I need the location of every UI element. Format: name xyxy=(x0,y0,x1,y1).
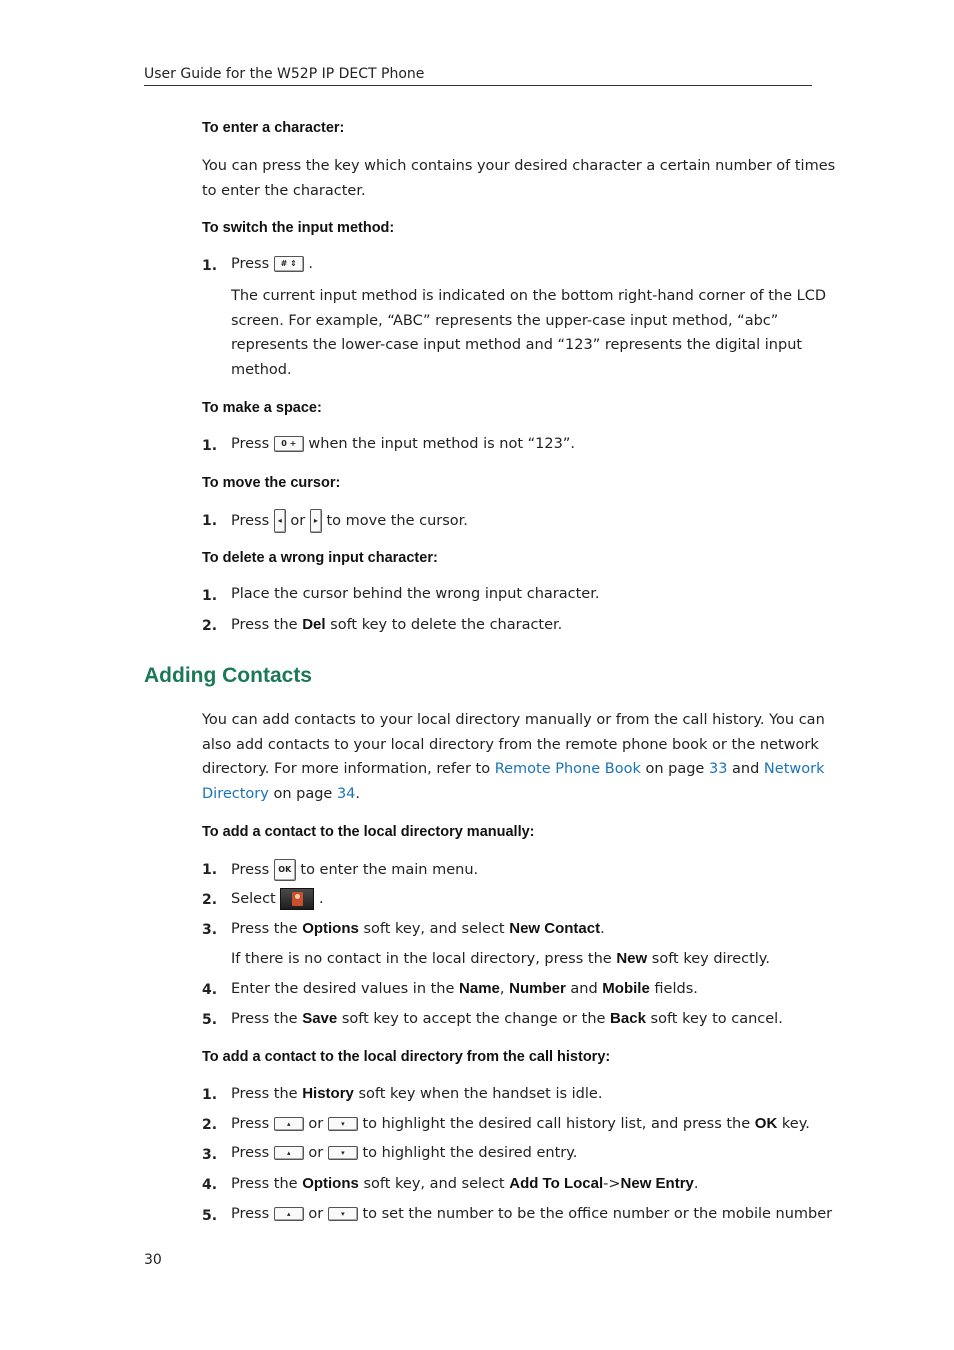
up-key-icon: ▴ xyxy=(274,1207,304,1221)
step-number: 3. xyxy=(202,1147,218,1163)
left-key-icon: ◂ xyxy=(274,509,286,533)
heading-enter-character: To enter a character: xyxy=(202,120,345,136)
step-number: 1. xyxy=(202,438,218,454)
heading-make-space: To make a space: xyxy=(202,400,322,416)
heading-move-cursor: To move the cursor: xyxy=(202,475,341,491)
step-highlight-entry: Press ▴ or ▾ to highlight the desired entry. xyxy=(231,1145,578,1161)
network-directory-link[interactable]: Directory xyxy=(202,785,269,802)
directory-icon xyxy=(280,888,314,910)
step-number: 1. xyxy=(202,513,218,529)
switch-input-description: The current input method is indicated on the bottom right-hand corner of the LCD screen. For example, “ABC” represents the upper-case input method, “abc” represents the lower-case input method and “123” represents the digital input method. xyxy=(231,288,827,378)
paragraph-line: You can press the key which contains your desired character a certain number of times xyxy=(202,158,836,174)
step-set-number: Press ▴ or ▾ to set the number to be the office number or the mobile number xyxy=(231,1206,833,1222)
step-number: 3. xyxy=(202,922,218,938)
hash-key-icon: # ⇕ xyxy=(274,256,304,272)
adding-contacts-intro: You can add contacts to your local directory manually or from the call history. You can also add contacts to your local directory from the remote phone book or the network directory. For more information, refer to Remote Phone Book on page 33 and Network Directory on page 34. xyxy=(202,712,825,802)
down-key-icon: ▾ xyxy=(328,1117,358,1131)
zero-key-icon: 0 + xyxy=(274,436,304,452)
down-key-icon: ▾ xyxy=(328,1146,358,1160)
step-select-directory: Select . xyxy=(231,888,324,910)
step-options-new-contact: Press the Options soft key, and select New Contact. xyxy=(231,920,605,937)
step-number: 1. xyxy=(202,588,218,604)
right-key-icon: ▸ xyxy=(310,509,322,533)
heading-add-manually: To add a contact to the local directory manually: xyxy=(202,824,535,840)
page-33-link[interactable]: 33 xyxy=(708,761,728,777)
step-number: 5. xyxy=(202,1208,218,1224)
paragraph-line: to enter the character. xyxy=(202,182,366,199)
remote-phone-book-link[interactable]: Remote Phone Book xyxy=(494,761,641,777)
network-directory-link[interactable]: Network xyxy=(763,761,825,777)
step-switch-input: Press # ⇕ . xyxy=(231,256,313,272)
heading-switch-input: To switch the input method: xyxy=(202,220,395,236)
page-number: 30 xyxy=(144,1252,162,1268)
step-make-space: Press 0 + when the input method is not “123”. xyxy=(231,436,575,452)
step-number: 2. xyxy=(202,892,218,908)
ok-key-icon: OK xyxy=(274,859,296,881)
step-press-del: Press the Del soft key to delete the character. xyxy=(231,616,563,633)
down-key-icon: ▾ xyxy=(328,1207,358,1221)
step-press-ok: Press OK to enter the main menu. xyxy=(231,859,478,881)
step-number: 4. xyxy=(202,1177,218,1193)
heading-add-from-history: To add a contact to the local directory from the call history: xyxy=(202,1049,611,1065)
step-note-new: If there is no contact in the local directory, press the New soft key directly. xyxy=(231,950,770,967)
paragraph-enter-character xyxy=(202,154,835,203)
step-place-cursor: Place the cursor behind the wrong input character. xyxy=(231,586,600,602)
step-press-history: Press the History soft key when the handset is idle. xyxy=(231,1085,603,1102)
step-number: 2. xyxy=(202,618,218,634)
up-key-icon: ▴ xyxy=(274,1146,304,1160)
step-enter-values: Enter the desired values in the Name, Number and Mobile fields. xyxy=(231,980,698,997)
step-number: 1. xyxy=(202,258,218,274)
step-save-back: Press the Save soft key to accept the change or the Back soft key to cancel. xyxy=(231,1010,783,1027)
page-34-link[interactable]: 34 xyxy=(336,785,356,802)
page-header: User Guide for the W52P IP DECT Phone xyxy=(144,66,812,86)
step-number: 1. xyxy=(202,1087,218,1103)
step-highlight-list: Press ▴ or ▾ to highlight the desired call history list, and press the OK key. xyxy=(231,1115,810,1132)
up-key-icon: ▴ xyxy=(274,1117,304,1131)
section-title: Adding Contacts xyxy=(144,664,312,687)
step-add-to-local: Press the Options soft key, and select Add To Local->New Entry. xyxy=(231,1175,699,1192)
step-move-cursor: Press ◂ or ▸ to move the cursor. xyxy=(231,509,468,533)
step-number: 1. xyxy=(202,862,218,878)
step-number: 5. xyxy=(202,1012,218,1028)
step-number: 4. xyxy=(202,982,218,998)
step-number: 2. xyxy=(202,1117,218,1133)
heading-delete-character: To delete a wrong input character: xyxy=(202,550,438,566)
